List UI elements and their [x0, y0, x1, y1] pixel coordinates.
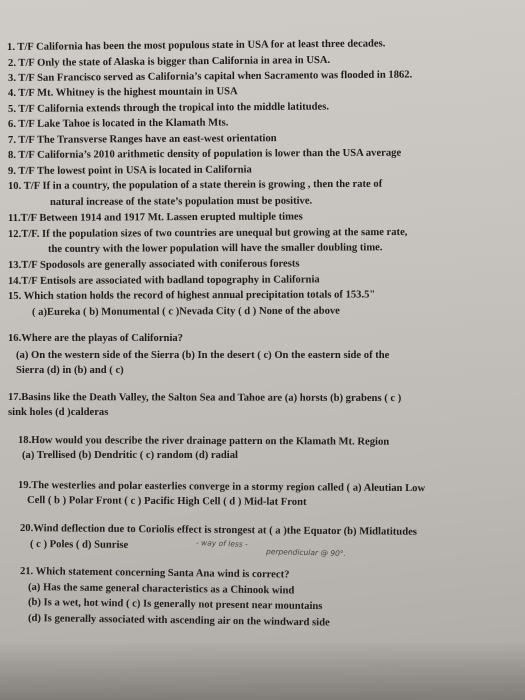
q18-options: (a) Trellised (b) Dendritic ( c) random (d) radial	[22, 450, 238, 461]
page-shadow	[0, 640, 525, 700]
q2: 2. T/F Only the state of Alaska is bigger than California in area in USA.	[7, 54, 331, 69]
q4: 4. T/F Mt. Whitney is the highest mountain in USA	[7, 86, 238, 99]
q17: 17.Basins like the Death Valley, the Salton Sea and Tahoe are (a) horsts (b) grabens ( c )	[7, 392, 402, 405]
q19: 19.The westerlies and polar easterlies converge in a stormy region called ( a) Aleutian Low	[17, 480, 426, 495]
q20: 20.Wind deflection due to Coriolis effect is strongest at ( a )the Equator (b) Midlatitudes	[19, 523, 417, 538]
q3: 3. T/F San Francisco served as California’s capital when Sacramento was flooded in 1862.	[7, 69, 413, 84]
q21-option-a: (a) Has the same general characteristics as a Chinook wind	[27, 582, 295, 597]
q9: 9. T/F The lowest point in USA is located in California	[7, 164, 252, 177]
handwritten-note-1: - way of less -	[195, 538, 249, 549]
q19-cont: Cell ( b ) Polar Front ( c ) Pacific High Cell ( d ) Mid-lat Front	[26, 495, 307, 508]
q12: 12.T/F. If the population sizes of two countries are unequal but growing at the same rate,	[7, 226, 408, 240]
q7: 7. T/F The Transverse Ranges have an east-west orientation	[7, 133, 277, 146]
q17-cont: sink holes (d )calderas	[8, 407, 109, 418]
q13: 13.T/F Spodosols are generally associated with coniferous forests	[7, 258, 300, 271]
q1: 1. T/F California has been the most populous state in USA for at least three decades.	[6, 38, 386, 53]
q18: 18.How would you describe the river drainage pattern on the Klamath Mt. Region	[17, 435, 390, 448]
handwritten-note-2: perpendicular @ 90°.	[265, 546, 347, 559]
q20-options: ( c ) Poles ( d) Sunrise	[29, 539, 129, 551]
q15: 15. Which station holds the record of highest annual precipitation totals of 153.5"	[7, 289, 376, 302]
q11: 11.T/F Between 1914 and 1917 Mt. Lassen erupted multiple times	[7, 211, 303, 224]
q16-options-cont: Sierra (d) in (b) and ( c)	[16, 365, 124, 376]
q14: 14.T/F Entisols are associated with badland topography in California	[7, 274, 320, 287]
q10: 10. T/F If in a country, the population of a state therein is growing , then the rate of	[7, 178, 383, 192]
q21-option-b-c: (b) Is a wet, hot wind ( c) Is generally not present near mountains	[27, 597, 323, 613]
q21-option-d: (d) Is generally associated with ascending air on the windward side	[27, 613, 330, 629]
q16-options: (a) On the western side of the Sierra (b) In the desert ( c) On the eastern side of the	[16, 350, 390, 361]
q8: 8. T/F California’s 2010 arithmetic density of population is lower than the USA average	[7, 147, 402, 161]
q5: 5. T/F California extends through the tropical into the middle latitudes.	[7, 101, 330, 115]
q6: 6. T/F Lake Tahoe is located in the Klamath Mts.	[7, 117, 229, 130]
q12-cont: the country with the lower population will have the smaller doubling time.	[47, 242, 383, 255]
q10-cont: natural increase of the state’s population must be positive.	[49, 195, 313, 208]
q15-options: ( a)Eureka ( b) Monumental ( c )Nevada City ( d ) None of the above	[31, 305, 340, 318]
q16: 16.Where are the playas of California?	[8, 333, 183, 344]
q21: 21. Which statement concerning Santa Ana wind is correct?	[19, 566, 290, 581]
